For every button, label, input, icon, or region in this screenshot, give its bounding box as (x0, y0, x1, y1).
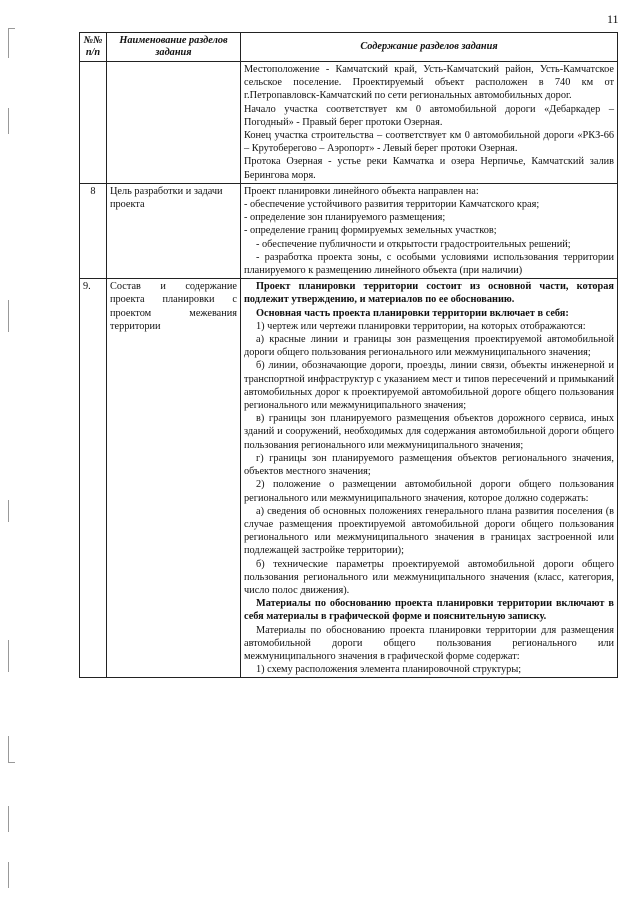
list-item: а) красные линии и границы зон размещения проектируемой автомобильной дороги общего пользования регионального или межмуниципального значения; (244, 334, 614, 359)
page-number: 11 (607, 12, 619, 26)
goal-item: - обеспечение устойчивого развития территории Камчатского края; (244, 199, 540, 211)
channel-paragraph: Протока Озерная - устье реки Камчатка и озера Нерпичье, Камчатский залив Берингова моря. (244, 156, 614, 181)
table-row (80, 183, 618, 278)
table-header-row (80, 33, 618, 62)
list-item: 1) схему расположения элемента планировочной структуры; (256, 664, 522, 676)
list-item: в) границы зон планируемого размещения объектов дорожного сервиса, иных зданий и сооружений, необходимых для содержания автомобильной дороги общего пользования регионального или межмуниципального значения; (244, 413, 614, 451)
goal-intro: Проект планировки линейного объекта направлен на: (244, 185, 479, 197)
list-item: 2) положение о размещении автомобильной дороги общего пользования регионального или межмуниципального значения, которое должно содержать: (244, 479, 614, 504)
row-continued-num (80, 62, 107, 184)
row-continued-content (241, 62, 618, 184)
justification-paragraph: Материалы по обоснованию проекта планировки территории для размещения автомобильной дороги общего пользования регионального или межмуниципального значения в графической форме содержат: (244, 624, 614, 662)
goal-item: - определение зон планируемого размещения; (244, 212, 446, 224)
row-8-content (241, 183, 618, 278)
table-row (80, 279, 618, 678)
row-8-section: Цель разработки и задачи проекта (107, 183, 241, 278)
row-9-section: Состав и содержание проекта планировки с проектом межевания территории (107, 279, 241, 678)
row-9-content (241, 279, 618, 678)
end-paragraph: Конец участка строительства – соответствует км 0 автомобильной дороги «РКЗ-66 – Крутоберегово – Аэропорт» - Левый берег протоки Озерная. (244, 130, 614, 155)
main-part-heading: Основная часть проекта планировки территории включает в себя: (256, 307, 569, 319)
list-item: б) технические параметры проектируемой автомобильной дороги общего пользования регионального или межмуниципального значения (класс, категория, число полос движения). (244, 558, 614, 596)
header-section: Наименование разделов задания (107, 33, 241, 62)
list-item: б) линии, обозначающие дороги, проезды, линии связи, объекты инженерной и транспортной инфраструктур с указанием мест и типов пересечений и примыканий автомобильных дорог к проектируемой автомобильной дороге общего пользования регионального или межмуниципального значения; (244, 360, 614, 412)
list-item: г) границы зон планируемого размещения объектов регионального значения, объектов местного значения; (244, 452, 614, 478)
list-item: 1) чертеж или чертежи планировки территории, на которых отображаются: (256, 320, 586, 332)
header-num: №№ п/п (80, 33, 107, 62)
justification-heading: Материалы по обоснованию проекта планировки территории включают в себя материалы в графической форме и пояснительную записку. (244, 598, 614, 623)
row-8-num: 8 (80, 183, 107, 278)
task-table (79, 32, 618, 678)
row-9-num: 9. (80, 279, 107, 678)
header-content: Содержание разделов задания (241, 33, 618, 62)
goal-item: - разработка проекта зоны, с особыми условиями использования территории планируемого к размещению линейного объекта (при наличии) (244, 251, 614, 277)
start-paragraph: Начало участка соответствует км 0 автомобильной дороги «Дебаркадер – Погодный» - Правый берег протоки Озерная. (244, 103, 614, 128)
location-paragraph: Местоположение - Камчатский край, Усть-Камчатский район, Усть-Камчатское сельское поселение. Проектируемый объект расположен в 740 км от г.Петропавловск-Камчатский по сети региональных автомобильных дорог. (244, 64, 614, 102)
list-item: а) сведения об основных положениях генерального плана развития поселения (в случае размещения проектируемой автомобильной дороги общего пользования регионального или межмуниципального значения в границах застроенной или подлежащей застройке территории); (244, 505, 614, 557)
composition-intro: Проект планировки территории состоит из основной части, которая подлежит утверждению, и материалов по ее обоснованию. (244, 281, 614, 306)
row-continued-section (107, 62, 241, 184)
table-row (80, 62, 618, 184)
goal-item: - определение границ формируемых земельных участков; (244, 225, 497, 237)
goal-item: - обеспечение публичности и открытости градостроительных решений; (256, 238, 571, 250)
